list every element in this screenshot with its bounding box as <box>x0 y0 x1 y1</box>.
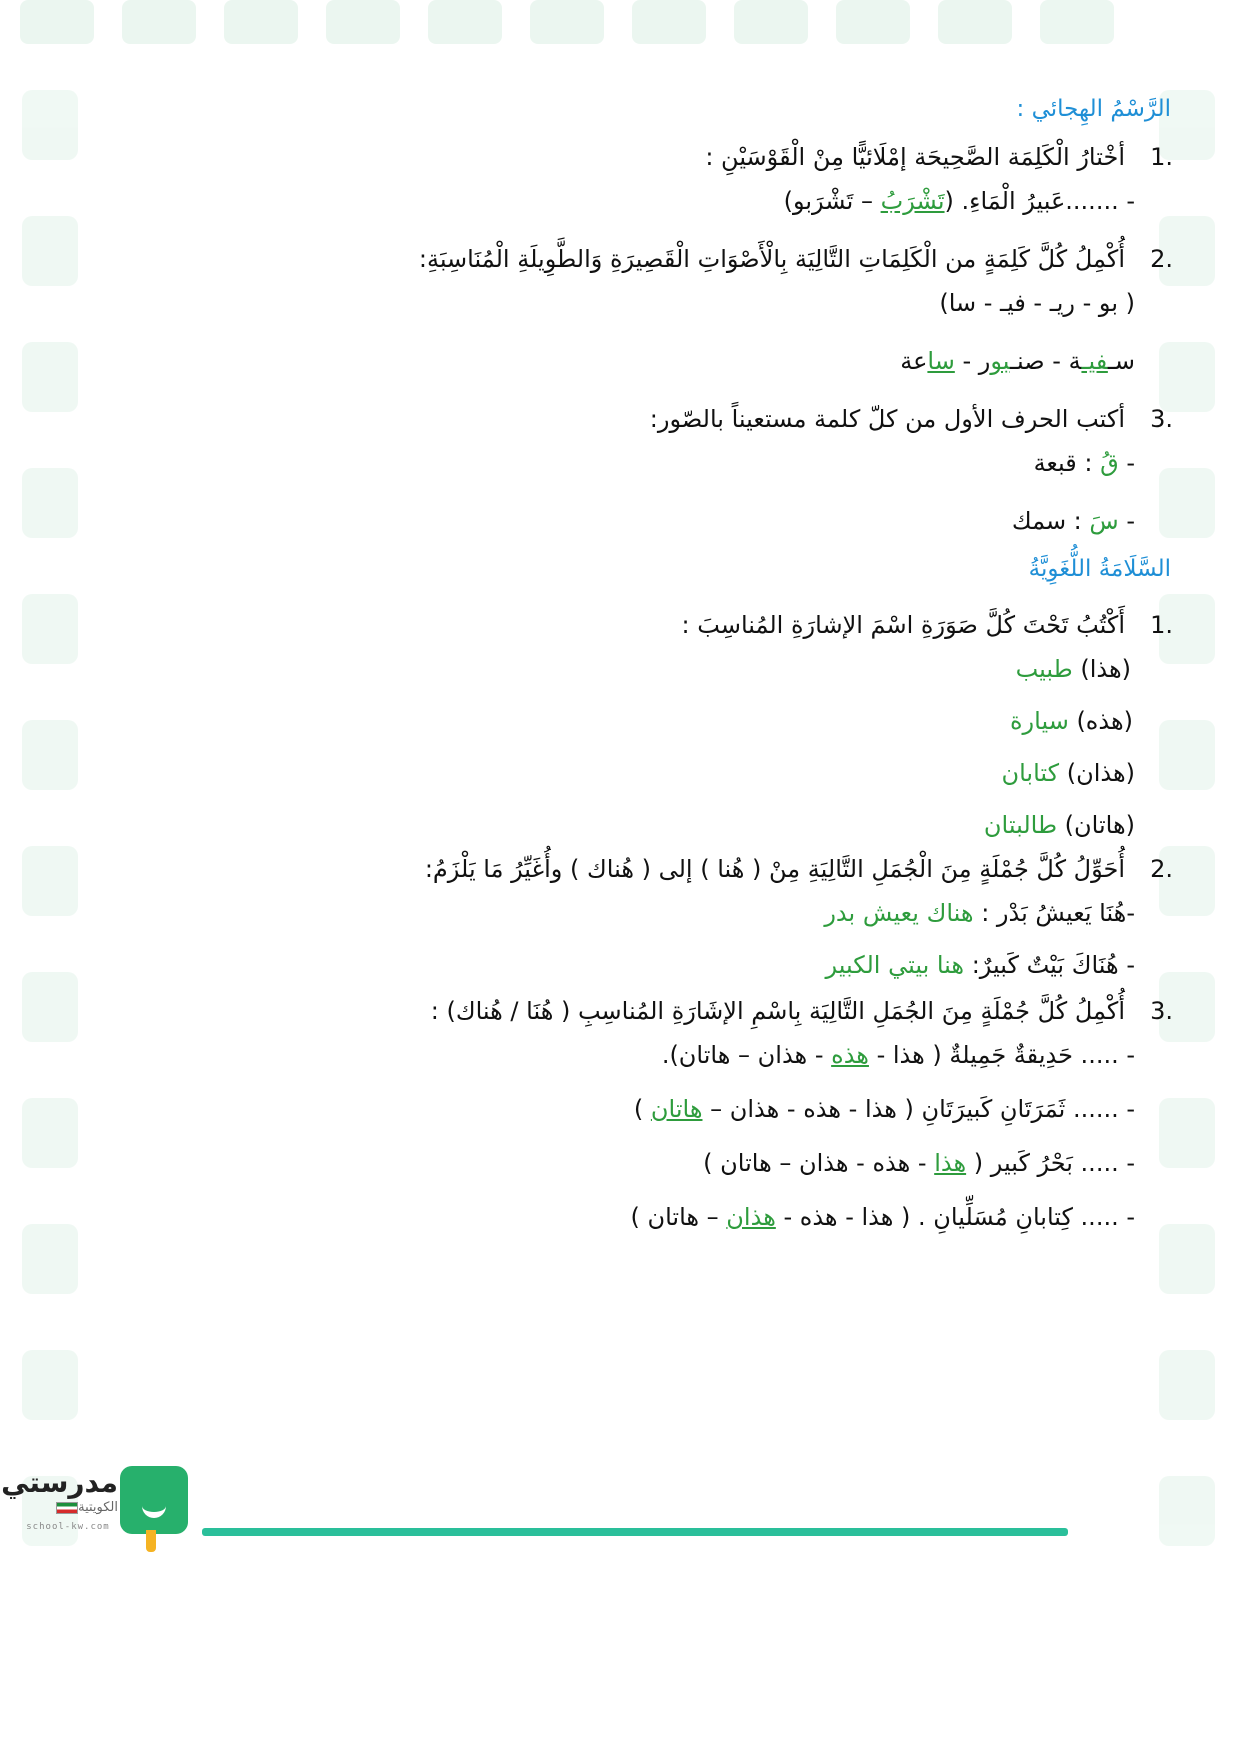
question-text: أخْتارُ الْكَلِمَة الصَّحِيحَة إمْلَائيًّا مِنْ الْقَوْسَيْنِ : <box>705 143 1125 171</box>
transform-line <box>73 896 1135 930</box>
watermark-logo-icon <box>428 0 502 44</box>
answer-line <box>73 184 1135 218</box>
answer-word: طالبتان <box>983 811 1058 839</box>
word-part: ة <box>1068 347 1082 375</box>
question-number: 1. <box>1150 143 1173 171</box>
answer-word: هاتان <box>650 1095 703 1123</box>
watermark-logo-icon <box>1040 0 1114 44</box>
question-3-grammar <box>73 994 1173 1028</box>
logo-url: school-kw.com <box>26 1522 110 1532</box>
sentence-suffix: - هذان – هاتان). <box>661 1041 832 1069</box>
answer-syllable: سا <box>927 347 955 375</box>
choice-line <box>73 1146 1135 1180</box>
sentence-prefix: - ...... ثَمَرَتَانِ كَبيرَتَانِ ( هذا - هذه - هذان – <box>702 1095 1135 1123</box>
sentence-prefix: - ..... حَدِيقةٌ جَمِيلةٌ ( هذا - <box>868 1041 1135 1069</box>
worksheet-content <box>73 92 1173 1258</box>
question-text: أَكْتُبُ تَحْتَ كُلَّ صَوَرَةِ اسْمَ الإشارَةِ المُناسِبَ : <box>681 611 1125 639</box>
transform-line <box>73 948 1135 982</box>
question-number: 2. <box>1150 245 1173 273</box>
watermark-logo-icon <box>22 1224 78 1294</box>
sentence: -هُنَا يَعيشُ بَدْر : <box>973 899 1135 927</box>
watermark-logo-icon <box>224 0 298 44</box>
sentence-suffix: – هاتان ) <box>630 1203 727 1231</box>
watermark-logo-icon <box>22 1350 78 1420</box>
sentence-prefix: - ..... كِتابانِ مُسَلِّيانِ . ( هذا - هذه - <box>775 1203 1135 1231</box>
watermark-logo-icon <box>22 972 78 1042</box>
question-text: أُكْمِلُ كُلَّ كَلِمَةٍ من الْكَلِمَاتِ التَّالِيَة بِالْأَصْوَاتِ الْقَصِيرَةِ وَالطَّوِيلَةِ الْمُنَاسِبَةِ: <box>418 245 1125 273</box>
separator: - <box>1044 347 1069 375</box>
answer-word: هذان <box>726 1203 776 1231</box>
demonstrative-item <box>73 704 1133 738</box>
sentence-suffix: ) <box>633 1095 651 1123</box>
logo-country: الكويتية <box>78 1500 118 1515</box>
choice-line <box>73 1038 1135 1072</box>
demonstrative-item <box>73 756 1135 790</box>
watermark-logo-icon <box>22 468 78 538</box>
watermark-logo-icon <box>22 594 78 664</box>
demonstrative-label: (هذه) <box>1068 707 1133 735</box>
answer-word: تَشْرَبُ <box>880 187 945 215</box>
answer-sentence: هناك يعيش بدر <box>824 899 974 927</box>
watermark-logo-icon <box>22 90 78 160</box>
answer-word: سيارة <box>1009 707 1069 735</box>
footer-divider <box>202 1528 1068 1536</box>
word-part: ر <box>978 347 991 375</box>
demonstrative-label: (هذان) <box>1059 759 1135 787</box>
question-3-spelling <box>73 402 1173 436</box>
watermark-logo-icon <box>20 0 94 44</box>
answer-line-prefix: - .......عَبيرُ الْمَاءِ. ( <box>944 187 1135 215</box>
question-number: 3. <box>1150 997 1173 1025</box>
watermark-logo-icon <box>326 0 400 44</box>
demonstrative-label: (هاتان) <box>1057 811 1135 839</box>
watermark-logo-icon <box>22 342 78 412</box>
question-1-grammar <box>73 608 1173 642</box>
answer-word: كتابان <box>1001 759 1060 787</box>
word-part: صنـ <box>1009 347 1045 375</box>
word: : سمك <box>1011 507 1090 535</box>
word-part: سـ <box>1107 347 1135 375</box>
answer-word: هذا <box>934 1149 967 1177</box>
watermark-logo-icon <box>836 0 910 44</box>
choice-line <box>73 1200 1135 1234</box>
watermark-logo-icon <box>530 0 604 44</box>
word-part: عة <box>900 347 928 375</box>
watermark-logo-icon <box>22 720 78 790</box>
answer-sentence: هنا بيتي الكبير <box>825 951 965 979</box>
watermark-strip-top <box>0 0 1241 52</box>
question-text: أُحَوِّلُ كُلَّ جُمْلَةٍ مِنَ الْجُمَلِ التَّالِيَةِ مِنْ ( هُنا ) إلى ( هُناك ) وأُغَيِّرُ مَا يَلْزَمُ: <box>424 855 1125 883</box>
sentence-suffix: - هذه - هذان – هاتان ) <box>703 1149 935 1177</box>
answer-letter: قُ <box>1100 449 1119 477</box>
answer-line-suffix: – تَشْرَبو) <box>783 187 881 215</box>
dash: - <box>1118 449 1135 477</box>
demonstrative-item <box>73 808 1135 842</box>
question-number: 2. <box>1150 855 1173 883</box>
answer-syllable: فيـ <box>1081 347 1108 375</box>
answer-line <box>73 446 1135 480</box>
watermark-logo-icon <box>22 1098 78 1168</box>
question-text: أكتب الحرف الأول من كلّ كلمة مستعيناً بالصّور: <box>649 405 1125 433</box>
demonstrative-item <box>73 652 1131 686</box>
answer-letter: سَ <box>1089 507 1119 535</box>
section-title-spelling: الرَّسْمُ الهِجائي : <box>1016 96 1171 122</box>
sentence-prefix: - ..... بَحْرُ كَبير ( <box>966 1149 1135 1177</box>
watermark-logo-icon <box>1159 1476 1215 1546</box>
question-1-spelling <box>73 140 1173 174</box>
school-logo-icon <box>120 1466 188 1534</box>
question-number: 3. <box>1150 405 1173 433</box>
watermark-logo-icon <box>632 0 706 44</box>
watermark-logo-icon <box>734 0 808 44</box>
section-title-grammar: السَّلَامَةُ اللُّغَوِيَّةُ <box>1028 556 1171 582</box>
separator: - <box>954 347 979 375</box>
word: : قبعة <box>1033 449 1101 477</box>
answer-word: طبيب <box>1015 655 1073 683</box>
demonstrative-label: (هذا) <box>1072 655 1131 683</box>
syllable-options: ( بو - ريـ - فيـ - سا) <box>939 289 1135 317</box>
choice-line <box>73 1092 1135 1126</box>
sentence: - هُنَاكَ بَيْتٌ كَبيرٌ: <box>964 951 1135 979</box>
question-2-spelling <box>73 242 1173 276</box>
watermark-logo-icon <box>122 0 196 44</box>
answer-word: هذه <box>831 1041 869 1069</box>
answer-line <box>73 504 1135 538</box>
watermark-logo-icon <box>938 0 1012 44</box>
question-number: 1. <box>1150 611 1173 639</box>
watermark-logo-icon <box>1159 1350 1215 1420</box>
dash: - <box>1118 507 1135 535</box>
watermark-logo-icon <box>22 846 78 916</box>
logo-subtitle <box>22 1500 118 1515</box>
logo-name: مدرستي <box>1 1466 118 1499</box>
question-text: أُكْمِلُ كُلَّ جُمْلَةٍ مِنَ الجُمَلِ التَّالِيَة بِاسْمِ الإشَارَةِ المُناسِبِ ( هُنَا / هُناك) : <box>430 997 1125 1025</box>
kuwait-flag-icon <box>56 1502 78 1514</box>
logo-bookmark-icon <box>146 1530 156 1552</box>
completed-words <box>73 344 1135 378</box>
watermark-logo-icon <box>22 216 78 286</box>
answer-syllable: بو <box>990 347 1010 375</box>
question-2-grammar <box>73 852 1173 886</box>
